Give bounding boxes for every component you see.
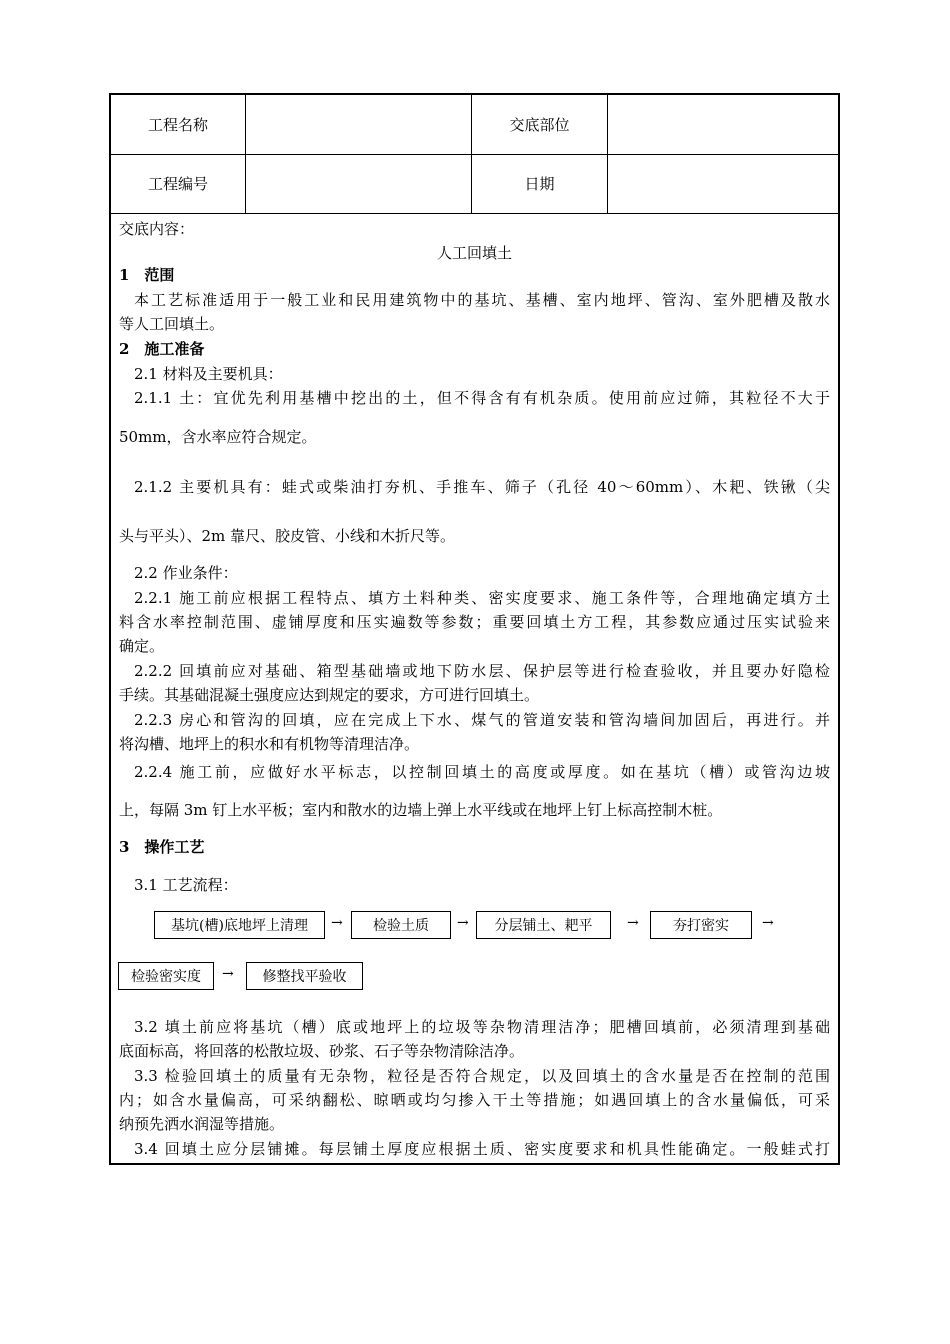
section-2-1-2-line-2: 头与平头）、2m 靠尺、胶皮管、小线和木折尺等。: [119, 527, 456, 545]
header-row-divider: [111, 154, 840, 155]
section-2-2-2-line-2: 手续。其基础混凝土强度应达到规定的要求，方可进行回填土。: [119, 686, 540, 704]
section-2-2-2-line-1: 2.2.2 回填前应对基础、箱型基础墙或地下防水层、保护层等进行检查验收，并且要办好隐检: [134, 662, 830, 680]
section-2-1-heading: 2.1 材料及主要机具：: [134, 365, 283, 383]
section-2-2-3-line-2: 将沟槽、地坪上的积水和有机物等清理洁净。: [119, 735, 420, 753]
section-2-1-2-line-1: 2.1.2 主要机具有：蛙式或柴油打夯机、手推车、筛子（孔径 40～60mm）、木耙、铁锹（尖: [134, 478, 830, 496]
section-2-1-1-line-2: 50mm，含水率应符合规定。: [119, 428, 317, 446]
section-2-2-4-line-2: 上，每隔 3m 钉上水平板；室内和散水的边墙上弹上水平线或在地坪上钉上标高控制木桩。: [119, 801, 723, 819]
header-col-divider-1: [245, 95, 246, 213]
section-3-heading: 3 操作工艺: [119, 838, 205, 856]
document-title: 人工回填土: [436, 244, 512, 262]
flow-arrow-4: →: [762, 915, 774, 931]
section-3-1-heading: 3.1 工艺流程：: [134, 876, 238, 894]
section-2-2-1-line-2: 料含水率控制范围、虚铺厚度和压实遍数等参数；重要回填土方工程，其参数应通过压实试验来: [119, 613, 830, 631]
header-col-divider-2: [471, 95, 472, 213]
flow-step-check-density: 检验密实度: [118, 962, 214, 990]
section-3-2-line-1: 3.2 填土前应将基坑（槽）底或地坪上的垃圾等杂物清理洁净；肥槽回填前，必须清理到基础: [134, 1018, 830, 1036]
section-3-2-line-2: 底面标高，将回落的松散垃圾、砂浆、石子等杂物清除洁净。: [119, 1042, 525, 1060]
document-frame: [109, 93, 840, 1165]
section-2-2-1-line-1: 2.2.1 施工前应根据工程特点、填方土料种类、密实度要求、施工条件等，合理地确定填方土: [134, 589, 830, 607]
flow-arrow-1: →: [331, 915, 343, 931]
section-2-2-1-line-3: 确定。: [119, 637, 165, 655]
section-3-3-line-1: 3.3 检验回填土的质量有无杂物，粒径是否符合规定，以及回填土的含水量是否在控制的范围: [134, 1067, 830, 1085]
section-2-2-3-line-1: 2.2.3 房心和管沟的回填，应在完成上下水、煤气的管道安装和管沟墙间加固后，再进行。并: [134, 711, 830, 729]
section-1-paragraph-line-2: 等人工回填土。: [119, 315, 225, 333]
section-1-paragraph-line-1: 本工艺标准适用于一般工业和民用建筑物中的基坑、基槽、室内地坪、管沟、室外肥槽及散水: [134, 291, 830, 309]
section-2-1-1-line-1: 2.1.1 土：宜优先利用基槽中挖出的土，但不得含有有机杂质。使用前应过筛，其粒径不大于: [134, 389, 830, 407]
section-2-heading: 2 施工准备: [119, 340, 205, 358]
project-no-label: 工程编号: [147, 175, 208, 193]
section-1-heading: 1 范围: [119, 266, 175, 284]
section-2-2-heading: 2.2 作业条件：: [134, 564, 238, 582]
section-3-3-line-3: 纳预先洒水润湿等措施。: [119, 1115, 285, 1133]
location-label: 交底部位: [509, 116, 570, 134]
section-3-4-line-1: 3.4 回填土应分层铺摊。每层铺土厚度应根据土质、密实度要求和机具性能确定。一般蛙式打: [134, 1140, 830, 1158]
flow-arrow-2: →: [457, 915, 469, 931]
project-name-label: 工程名称: [147, 116, 208, 134]
section-2-2-4-line-1: 2.2.4 施工前，应做好水平标志，以控制回填土的高度或厚度。如在基坑（槽）或管沟边坡: [134, 763, 830, 781]
flow-step-compact: 夯打密实: [650, 911, 752, 939]
flow-step-inspect-soil: 检验土质: [351, 911, 451, 939]
flow-step-finish-accept: 修整找平验收: [246, 962, 363, 990]
header-col-divider-3: [607, 95, 608, 213]
flow-step-clean-base: 基坑(槽)底地坪上清理: [154, 911, 325, 939]
date-label: 日期: [524, 175, 555, 193]
flow-arrow-5: →: [222, 966, 234, 982]
flow-arrow-3: →: [627, 915, 639, 931]
intro-label: 交底内容：: [119, 220, 195, 238]
header-bottom-divider: [111, 213, 840, 214]
section-3-3-line-2: 内；如含水量偏高，可采纳翻松、晾晒或均匀掺入干土等措施；如遇回填上的含水量偏低，可采: [119, 1091, 830, 1109]
flow-step-layer-spread: 分层铺土、耙平: [476, 911, 611, 939]
